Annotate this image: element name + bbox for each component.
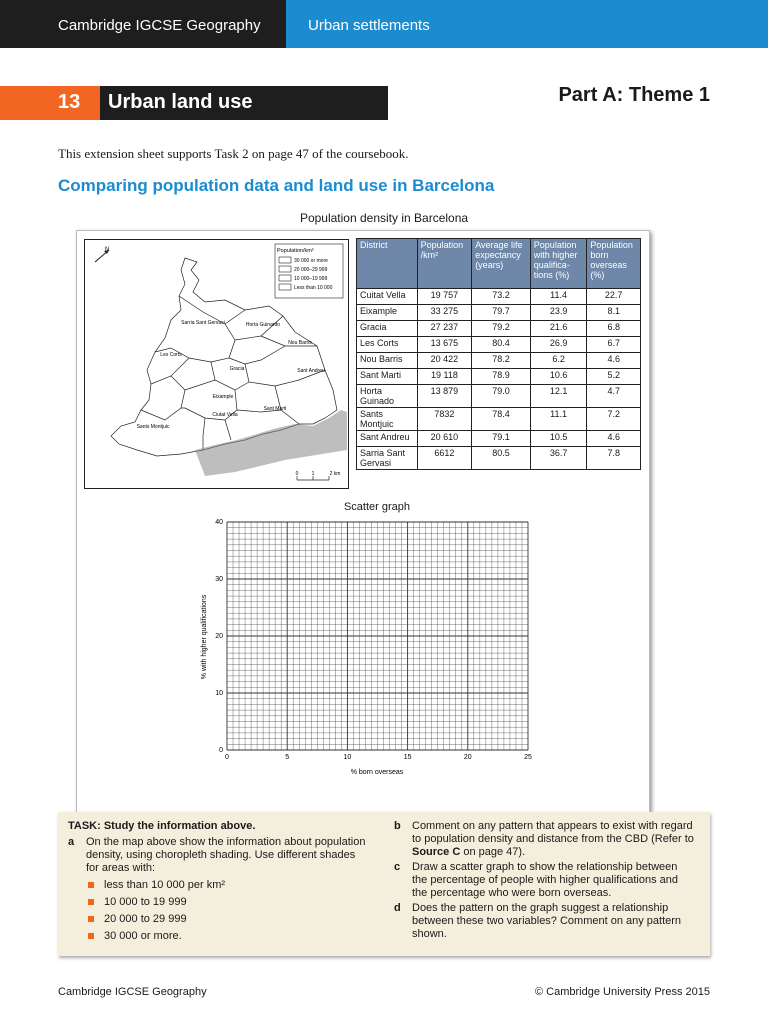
legend-item: 20 000–29 999 <box>294 267 328 273</box>
x-axis-label: % born overseas <box>350 769 404 776</box>
table-cell: 26.9 <box>530 337 587 353</box>
table-cell: Nou Barris <box>357 353 418 369</box>
table-row <box>357 337 641 353</box>
source-reference: Source C <box>412 846 461 858</box>
task-column-right <box>394 820 694 943</box>
task-column-left <box>68 836 368 943</box>
bullet-text: 10 000 to 19 999 <box>104 896 187 908</box>
scale-bar <box>296 471 341 480</box>
table-cell: Eixample <box>357 305 418 321</box>
bullet-text: less than 10 000 per km² <box>104 879 226 891</box>
table-cell: 27 237 <box>417 321 472 337</box>
legend-item: Less than 10 000 <box>294 285 333 291</box>
table-cell: 8.1 <box>587 305 641 321</box>
item-text: Draw a scatter graph to show the relationship between the percentage of people with higher qualifications and the percentage who were born overseas. <box>412 861 679 899</box>
table-cell: 6.8 <box>587 321 641 337</box>
table-cell: 7.8 <box>587 447 641 470</box>
district-labels <box>137 320 325 430</box>
table-cell: 79.1 <box>472 431 531 447</box>
table-cell: Les Corts <box>357 337 418 353</box>
table-cell: 11.1 <box>530 408 587 431</box>
table-row <box>357 289 641 305</box>
district-label: Horta Guinardo <box>245 322 281 328</box>
top-bar <box>0 0 768 48</box>
unit-title: Urban settlements <box>308 17 430 34</box>
chapter-title: Urban land use <box>100 86 388 120</box>
legend-title: Population/km² <box>277 248 314 254</box>
table-cell: 11.4 <box>530 289 587 305</box>
district-label: Gracia <box>229 366 245 372</box>
table-cell: Sarria Sant Gervasi <box>357 447 418 470</box>
chapter-number: 13 <box>0 86 100 120</box>
col-qualifications: Population with higher qualifica-tions (%) <box>530 239 587 289</box>
item-text: On the map above show the information about population density, using choropleth shading. Use different shades for areas with: <box>86 836 366 874</box>
item-text: Does the pattern on the graph suggest a relationship between these two variables? Comment on any pattern shown. <box>412 902 682 940</box>
bullet-item <box>68 930 368 943</box>
table-cell: Gracia <box>357 321 418 337</box>
north-arrow <box>95 247 109 262</box>
item-label: a <box>68 836 75 848</box>
table-cell: 22.7 <box>587 289 641 305</box>
scatter-title: Scatter graph <box>343 501 411 513</box>
district-label: Les Corts <box>160 352 182 358</box>
col-population: Population /km² <box>417 239 472 289</box>
table-cell: 80.5 <box>472 447 531 470</box>
table-cell: Sant Marti <box>357 369 418 385</box>
district-label: Eixample <box>212 394 234 400</box>
y-tick-label: 0 <box>219 747 223 754</box>
task-heading: TASK: Study the information above. <box>68 820 256 832</box>
y-tick-label: 40 <box>215 519 223 526</box>
table-cell: 13 675 <box>417 337 472 353</box>
table-cell: 19 757 <box>417 289 472 305</box>
y-axis-label: % with higher qualifications <box>201 594 208 680</box>
table-cell: 4.6 <box>587 353 641 369</box>
north-label: N <box>105 247 110 253</box>
item-label: b <box>394 820 401 832</box>
table-cell: 36.7 <box>530 447 587 470</box>
table-cell: Cuitat Vella <box>357 289 418 305</box>
footer-right: © Cambridge University Press 2015 <box>534 986 710 998</box>
scatter-graph <box>190 515 550 785</box>
item-text: on page 47). <box>463 846 526 858</box>
district-label: Ciutat Vella <box>212 412 238 418</box>
task-item-c <box>394 861 694 900</box>
book-title: Cambridge IGCSE Geography <box>58 17 261 34</box>
x-tick-label: 20 <box>463 754 472 761</box>
table-row <box>357 447 641 470</box>
table-cell: 6612 <box>417 447 472 470</box>
table-cell: 6.2 <box>530 353 587 369</box>
table-header-row <box>357 239 641 289</box>
table-cell: 12.1 <box>530 385 587 408</box>
table-cell: 79.0 <box>472 385 531 408</box>
x-tick-label: 15 <box>403 754 412 761</box>
district-label: Sarria Sant Gervasi <box>181 320 225 326</box>
x-tick-label: 0 <box>225 754 229 761</box>
table-cell: 78.9 <box>472 369 531 385</box>
table-cell: 79.2 <box>472 321 531 337</box>
bullet-text: 30 000 or more. <box>104 930 182 942</box>
table-cell: Sant Andreu <box>357 431 418 447</box>
table-cell: 10.5 <box>530 431 587 447</box>
district-label: Sants Montjuic <box>136 424 170 430</box>
item-text: Comment on any pattern that appears to exist with regard to population density and distance from the CBD (Refer to <box>412 820 694 845</box>
table-row <box>357 353 641 369</box>
table-cell: 10.6 <box>530 369 587 385</box>
y-tick-label: 30 <box>215 576 223 583</box>
table-cell: 80.4 <box>472 337 531 353</box>
table-cell: 4.6 <box>587 431 641 447</box>
scale-label: 1 <box>311 471 315 477</box>
district-map-svg <box>85 240 350 490</box>
item-label: d <box>394 902 401 914</box>
table-cell: 19 118 <box>417 369 472 385</box>
table-row <box>357 369 641 385</box>
task-item-b <box>394 820 694 859</box>
table-cell: 33 275 <box>417 305 472 321</box>
figure-title: Population density in Barcelona <box>299 211 469 225</box>
task-item-d <box>394 902 694 941</box>
bullet-text: 20 000 to 29 999 <box>104 913 187 925</box>
district-label: Sant Marti <box>263 406 287 412</box>
district-data-table <box>356 238 641 470</box>
footer-left: Cambridge IGCSE Geography <box>58 986 207 998</box>
table-cell: 4.7 <box>587 385 641 408</box>
bullet-item <box>68 913 368 926</box>
table-cell: 73.2 <box>472 289 531 305</box>
table-cell: 23.9 <box>530 305 587 321</box>
col-born-overseas: Population born overseas (%) <box>587 239 641 289</box>
table-row <box>357 408 641 431</box>
table-cell: 21.6 <box>530 321 587 337</box>
x-tick-label: 10 <box>343 754 352 761</box>
item-label: c <box>394 861 401 873</box>
x-tick-label: 5 <box>285 754 290 761</box>
section-heading: Comparing population data and land use in Barcelona <box>58 176 495 195</box>
table-row <box>357 321 641 337</box>
part-label: Part A: Theme 1 <box>558 84 710 106</box>
x-tick-label: 25 <box>524 754 532 761</box>
table-cell: 79.7 <box>472 305 531 321</box>
col-life-expectancy: Average life expectancy (years) <box>472 239 531 289</box>
map-legend <box>275 244 343 298</box>
legend-item: 30 000 or more <box>294 258 328 264</box>
table-cell: Sants Montjuic <box>357 408 418 431</box>
scale-label: 0 <box>295 471 299 477</box>
district-label: Nou Barris <box>288 340 312 346</box>
table-cell: 7832 <box>417 408 472 431</box>
y-tick-label: 10 <box>215 690 223 697</box>
table-cell: 78.4 <box>472 408 531 431</box>
unit-banner <box>286 0 768 48</box>
task-box <box>58 812 710 956</box>
coastline-hatch <box>195 410 347 476</box>
table-cell: 20 422 <box>417 353 472 369</box>
table-cell: Horta Guinado <box>357 385 418 408</box>
table-row <box>357 385 641 408</box>
table-row <box>357 305 641 321</box>
scale-label: 2 km <box>329 471 341 477</box>
graph-grid <box>227 522 528 750</box>
bullet-item <box>68 896 368 909</box>
legend-item: 10 000–19 999 <box>294 276 328 282</box>
bullet-item <box>68 879 368 892</box>
table-cell: 6.7 <box>587 337 641 353</box>
col-district: District <box>357 239 418 289</box>
district-label: Sant Andreu <box>297 368 325 374</box>
table-cell: 5.2 <box>587 369 641 385</box>
table-cell: 7.2 <box>587 408 641 431</box>
chapter-banner <box>0 86 388 120</box>
task-item-a <box>68 836 368 875</box>
intro-text: This extension sheet supports Task 2 on page 47 of the coursebook. <box>58 146 409 161</box>
table-cell: 20 610 <box>417 431 472 447</box>
table-cell: 78.2 <box>472 353 531 369</box>
table-cell: 13 879 <box>417 385 472 408</box>
y-tick-label: 20 <box>215 633 223 640</box>
graph-ticks <box>215 519 532 761</box>
barcelona-map <box>84 239 349 489</box>
table-row <box>357 431 641 447</box>
